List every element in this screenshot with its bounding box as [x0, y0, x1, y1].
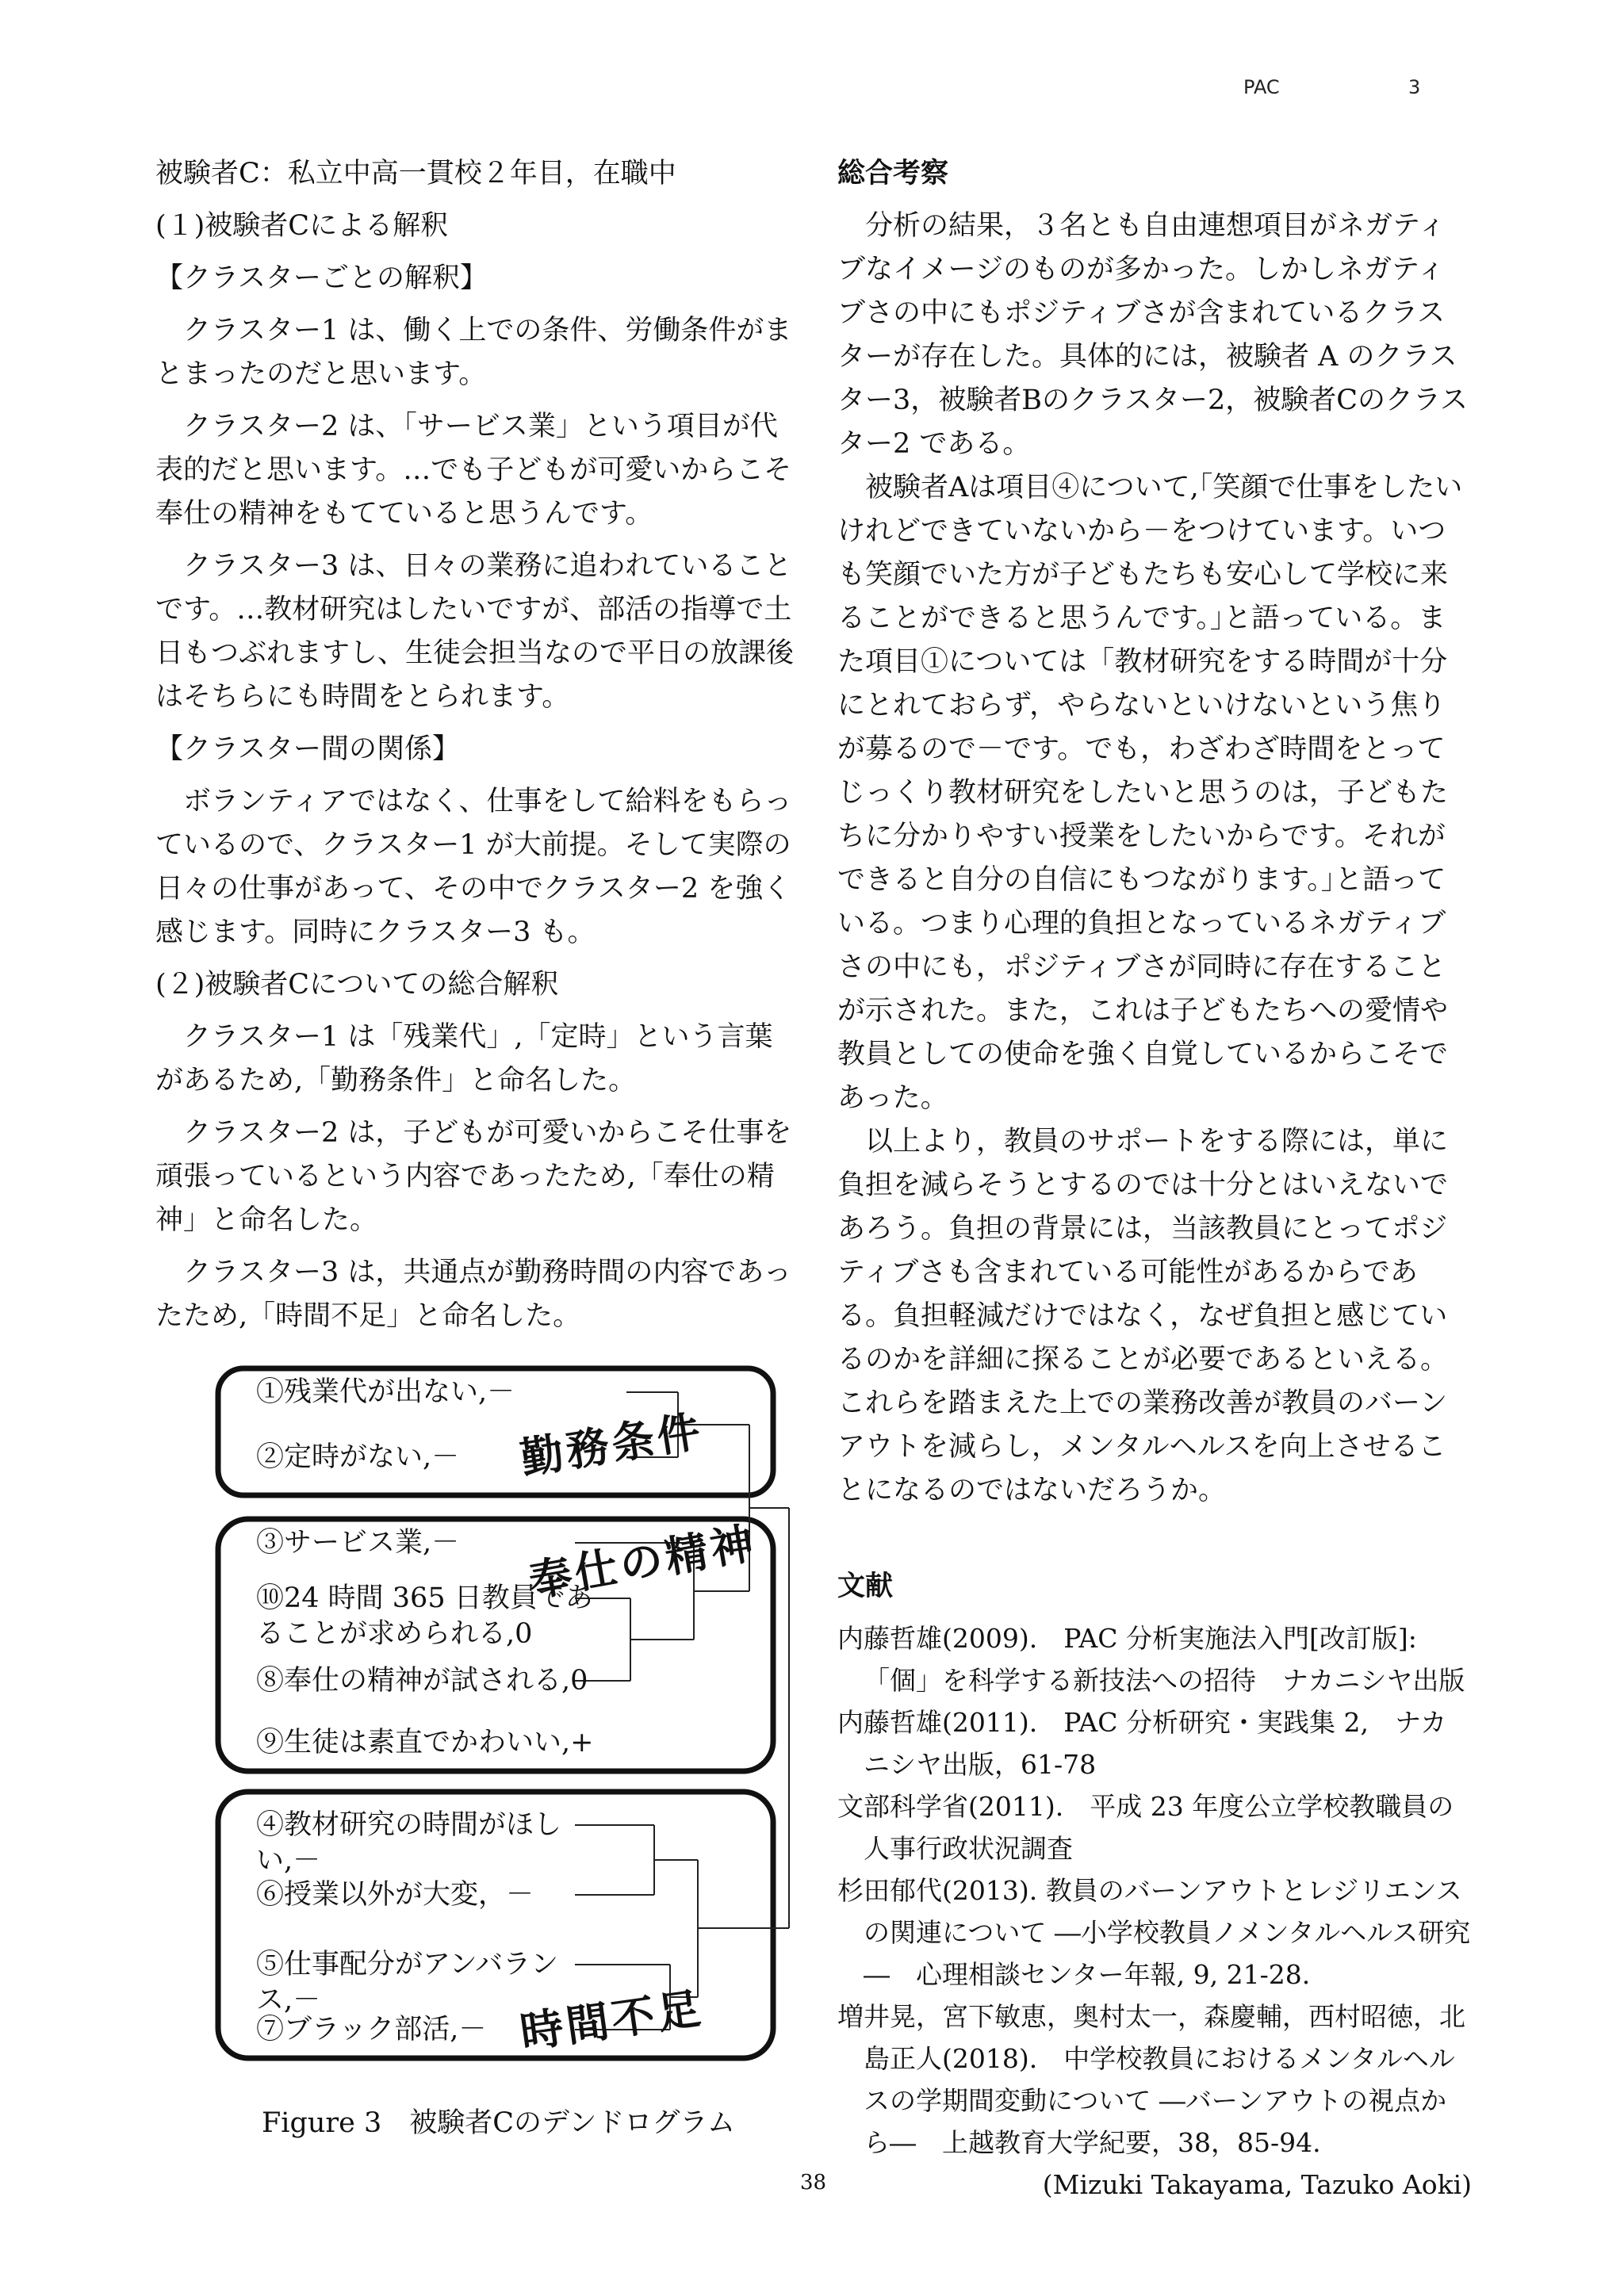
cluster-label-3: 時間不足	[517, 1983, 707, 2058]
leaf-item: ⑤仕事配分がアンバラン ス,－	[256, 1949, 559, 2016]
leaf-item: ④教材研究の時間がほし い,－	[256, 1809, 562, 1877]
figure-caption: Figure 3 被験者Cのデンドログラム	[262, 2107, 735, 2139]
dendrogram-figure	[202, 1364, 821, 2077]
paragraph: クラスター2 は、「サービス業」という項目が代表的だと思います。…でも子どもが可愛いからこそ奉仕の精神をもてていると思うんです。	[155, 411, 792, 530]
leaf-item: ②定時がない,－	[256, 1441, 460, 1473]
sub-heading: 【クラスター間の関係】	[155, 733, 460, 765]
paragraph: クラスター2 は，子どもが可愛いからこそ仕事を頑張っているという内容であったため,「奉仕の精神」と命名した。	[155, 1117, 792, 1236]
leaf-item: ⑨生徒は素直でかわいい,+	[256, 1727, 594, 1758]
leaf-item: ⑩24 時間 365 日教員であ ることが求められる,0	[256, 1582, 593, 1650]
reference-item: 増井晃，宮下敏恵，奥村太一，森慶輔，西村昭徳，北島正人(2018). 中学校教員におけるメンタルヘルスの学期間変動について ―バーンアウトの視点から― 上越教育大学紀要，38，85-94.	[837, 2001, 1465, 2158]
running-title: PAC	[1243, 76, 1280, 98]
discussion-heading: 総合考察	[837, 158, 949, 189]
left-column	[155, 152, 798, 1338]
leaf-item: ③サービス業,－	[256, 1527, 460, 1559]
reference-item: 内藤哲雄(2011). PAC 分析研究・実践集 2, ナカニシヤ出版，61-78	[837, 1707, 1447, 1780]
leaf-item: ①残業代が出ない,－	[256, 1376, 515, 1408]
reference-item: 内藤哲雄(2009). PAC 分析実施法入門[改訂版]:「個」を科学する新技法への招待 ナカニシヤ出版	[837, 1623, 1465, 1696]
section-heading: (２)被験者Cについての総合解釈	[155, 969, 559, 1001]
paragraph: クラスター3 は、日々の業務に追われていることです。…教材研究はしたいですが、部活の指導で土日もつぶれますし、生徒会担当なので平日の放課後はそちらにも時間をとられます。	[155, 550, 795, 713]
paragraph: クラスター3 は，共通点が勤務時間の内容であったため,「時間不足」と命名した。	[155, 1257, 791, 1332]
paragraph: 以上より，教員のサポートをする際には，単に負担を減らそうとするのでは十分とはいえないであろう。負担の背景には，当該教員にとってポジティブさも含まれている可能性があるからである。負担軽減だけではなく，なぜ負担と感じているのかを詳細に探ることが必要であるといえる。これらを踏まえた上での業務改善が教員のバーンアウトを減らし，メンタルヘルスを向上させることになるのではないだろうか。	[837, 1126, 1449, 1506]
leaf-item: ⑦ブラック部活,－	[256, 2014, 487, 2045]
leaf-item: ⑥授業以外が大変，－	[256, 1879, 534, 1911]
paragraph: クラスター1 は、働く上での条件、労働条件がまとまったのだと思います。	[155, 315, 792, 390]
cluster-label-1: 勤務条件	[517, 1406, 707, 1484]
paragraph: クラスター1 は「残業代」,「定時」という言葉があるため,「勤務条件」と命名した。	[155, 1021, 773, 1096]
author-credit: (Mizuki Takayama, Tazuko Aoki)	[1042, 2169, 1472, 2200]
leaf-item: ⑧奉仕の精神が試される,0	[256, 1665, 588, 1697]
reference-item: 杉田郁代(2013). 教員のバーンアウトとレジリエンスの関連について ―小学校教員ノメンタルヘルス研究― 心理相談センター年報, 9, 21-28.	[837, 1875, 1471, 1990]
reference-item: 文部科学省(2011). 平成 23 年度公立学校教職員の人事行政状況調査	[837, 1791, 1454, 1864]
right-column	[837, 152, 1472, 2206]
footer-page-number: 38	[800, 2171, 827, 2195]
section-heading: (１)被験者Cによる解釈	[155, 210, 449, 242]
paragraph: ボランティアではなく、仕事をして給料をもらっているので、クラスター1 が大前提。そして実際の日々の仕事があって、その中でクラスター2 を強く感じます。同時にクラスター3 も。	[155, 786, 792, 948]
subject-heading: 被験者C：私立中高一貫校２年目，在職中	[155, 158, 676, 189]
references-heading: 文献	[837, 1571, 894, 1602]
cluster-label-2: 奉仕の精神	[525, 1517, 760, 1607]
sub-heading: 【クラスターごとの解釈】	[155, 262, 488, 294]
paragraph: 被験者Aは項目④について,｢笑顔で仕事をしたいけれどできていないから－をつけています。いつも笑顔でいた方が子どもたちも安心して学校に来ることができると思うんです。｣と語っている。また項目①については「教材研究をする時間が十分にとれておらず，やらないといけないという焦りが募るので－です。でも，わざわざ時間をとってじっくり教材研究をしたいと思うのは，子どもたちに分かりやすい授業をしたいからです。それができると自分の自信にもつながります。｣と語っている。つまり心理的負担となっているネガティブさの中にも，ポジティブさが同時に存在することが示された。また，これは子どもたちへの愛情や教員としての使命を強く自覚しているからこそであった。	[837, 472, 1463, 1114]
paragraph: 分析の結果，３名とも自由連想項目がネガティブなイメージのものが多かった。しかしネガティブさの中にもポジティブさが含まれているクラスターが存在した。具体的には，被験者 A のクラスター3，被験者Bのクラスター2，被験者Cのクラスター2 である。	[837, 210, 1468, 460]
header-page-number: 3	[1408, 76, 1421, 98]
